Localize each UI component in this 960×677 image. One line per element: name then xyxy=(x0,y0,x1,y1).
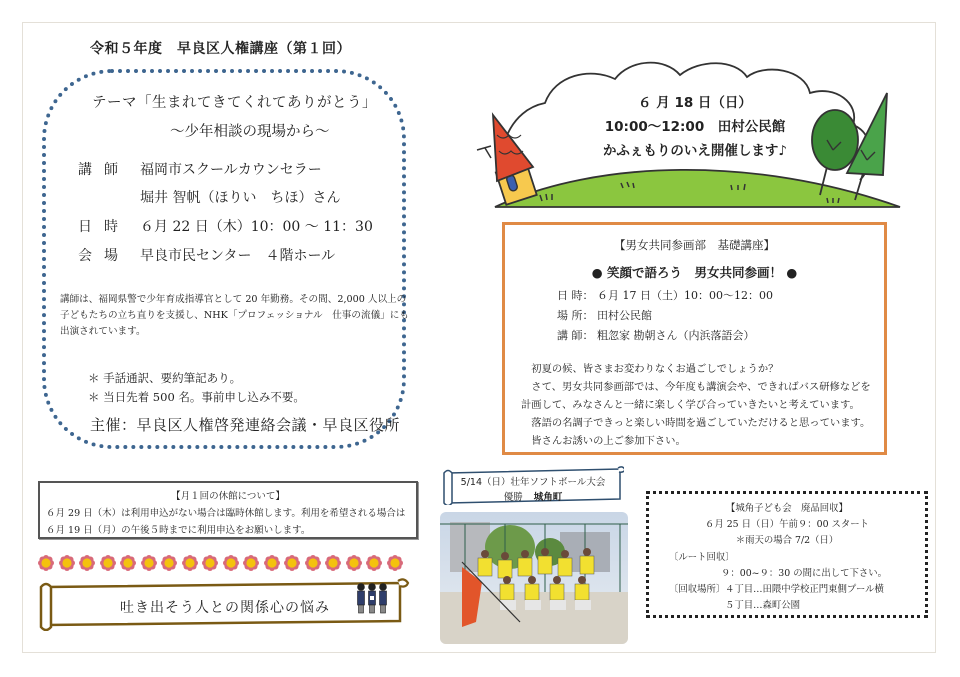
gender-equality-heading: 【男女共同参画部 基礎講座】 xyxy=(614,238,775,252)
bio-line: 講師は、福岡県警で少年育成指導官として 20 年勤務。その間、2,000 人以上の xyxy=(60,294,407,305)
gender-equality-body xyxy=(521,360,871,450)
detail-label: 講 師： xyxy=(557,329,594,342)
flower-icon xyxy=(59,555,75,571)
flower-icon xyxy=(305,555,321,571)
body-line: 計画して、みなさんと一緒に楽しく学び合っていきたいと考えています。 xyxy=(521,399,860,411)
lecture-row-value: ６月 22 日（木）10：00 ～ 11：30 xyxy=(140,219,373,235)
softball-team-photo xyxy=(440,512,628,644)
cafe-date: ６ 月 18 日（日） xyxy=(638,95,752,111)
lecture-row-value: 堀井 智帆（ほりい ちほ）さん xyxy=(140,190,341,206)
cloud-illustration xyxy=(475,55,915,215)
closure-line: ６月 29 日（木）は利用申込がない場合は臨時休館します。利用を希望される場合は xyxy=(46,508,406,519)
lecture-row-value: 早良市民センター ４階ホール xyxy=(140,248,336,264)
flower-icon xyxy=(38,555,54,571)
detail-value: 田村公民館 xyxy=(597,309,652,322)
lecture-subtitle: ～少年相談の現場から～ xyxy=(170,124,330,140)
place-1: ４丁目…田隈中学校正門東側プール横 xyxy=(725,584,884,595)
lecture-note: ＊ 手話通訳、要約筆記あり。 xyxy=(88,371,242,385)
gender-equality-subheading: ● 笑顔で語ろう 男女共同参画！ ● xyxy=(591,265,798,280)
recycle-title: 【城角子ども会 廃品回収】 xyxy=(726,503,848,514)
recycling-notice-box xyxy=(646,491,928,618)
softball-title: 5/14（日）壮年ソフトボール大会 xyxy=(460,477,606,488)
closure-notice-box xyxy=(38,481,418,539)
closure-title: 【月１回の休館について】 xyxy=(171,491,285,502)
cafe-time-place: 10:00～12:00 田村公民館 xyxy=(604,119,786,135)
banner-text: 吐き出そう人との関係心の悩み xyxy=(120,600,330,616)
winner-team: 城角町 xyxy=(533,492,563,503)
bio-line: 子どもたちの立ち直りを支援し、NHK「プロフェッショナル 仕事の流儀」にも xyxy=(60,310,409,321)
lecture-host: 主催：早良区人権啓発連絡会議・早良区役所 xyxy=(90,416,401,434)
flower-icon xyxy=(182,555,198,571)
flower-icon xyxy=(346,555,362,571)
flower-icon xyxy=(202,555,218,571)
students-icon xyxy=(358,584,387,614)
lecture-theme: テーマ「生まれてきてくれてありがとう」 xyxy=(92,95,377,111)
winner-label: 優勝 xyxy=(503,492,523,503)
detail-label: 場 所： xyxy=(557,309,594,322)
flower-icon xyxy=(325,555,341,571)
flower-icon xyxy=(120,555,136,571)
body-line: 初夏の候、皆さまお変わりなくお過ごしでしょうか？ xyxy=(521,363,779,375)
lecture-row-label: 日時 xyxy=(78,219,130,235)
lecture-note: ＊ 当日先着 500 名。事前申し込み不要。 xyxy=(88,390,305,404)
flower-icon xyxy=(366,555,382,571)
detail-value: ６月 17 日（土）10：00～12：00 xyxy=(597,289,773,302)
place-2: ５丁目…森町公園 xyxy=(725,600,801,611)
place-label: 〔回収場所〕 xyxy=(669,584,726,595)
body-line: 落語の名調子できっと楽しい時間を過ごしていただけると思っています。 xyxy=(521,417,871,429)
recycle-rain-date: ＊雨天の場合 7/2（日） xyxy=(735,535,839,546)
flower-icon xyxy=(161,555,177,571)
flower-icon xyxy=(387,555,403,571)
body-line: さて、男女共同参画部では、今年度も講演会や、できればバス研修などを xyxy=(521,381,871,393)
detail-row xyxy=(557,327,755,343)
lecture-row-value: 福岡市スクールカウンセラー xyxy=(140,162,322,178)
detail-label: 日 時： xyxy=(557,289,594,302)
document-title: 令和５年度 早良区人権講座（第１回） xyxy=(90,41,351,57)
cafe-message: かふぇもりのいえ開催します♪ xyxy=(602,143,788,159)
softball-winner xyxy=(442,489,624,503)
route-time: ９：00~９：30 の間に出して下さい。 xyxy=(721,568,887,579)
route-label: 〔ルート回収〕 xyxy=(669,552,735,563)
detail-value: 粗忽家 勘朝さん（内浜落語会） xyxy=(597,329,755,342)
flower-icon xyxy=(141,555,157,571)
flower-icon xyxy=(223,555,239,571)
lecturer-bio xyxy=(60,292,410,340)
flower-icon xyxy=(100,555,116,571)
body-line: 皆さんお誘いの上ご参加下さい。 xyxy=(521,435,686,447)
flower-icon xyxy=(264,555,280,571)
flower-icon xyxy=(79,555,95,571)
bio-line: 出演されています。 xyxy=(60,326,146,337)
lecture-row-label: 会場 xyxy=(78,248,130,264)
recycle-date: ６月 25 日（日）午前９：00 スタート xyxy=(704,519,870,530)
gender-equality-lecture-box xyxy=(502,222,887,455)
lecture-row-label: 講師 xyxy=(78,162,130,178)
flower-icon xyxy=(284,555,300,571)
flower-decoration-row xyxy=(38,555,403,571)
detail-row xyxy=(557,287,773,303)
closure-line: ６月 19 日（月）の午後５時までに利用申込をお願いします。 xyxy=(46,525,311,536)
detail-row xyxy=(557,307,652,323)
flower-icon xyxy=(243,555,259,571)
